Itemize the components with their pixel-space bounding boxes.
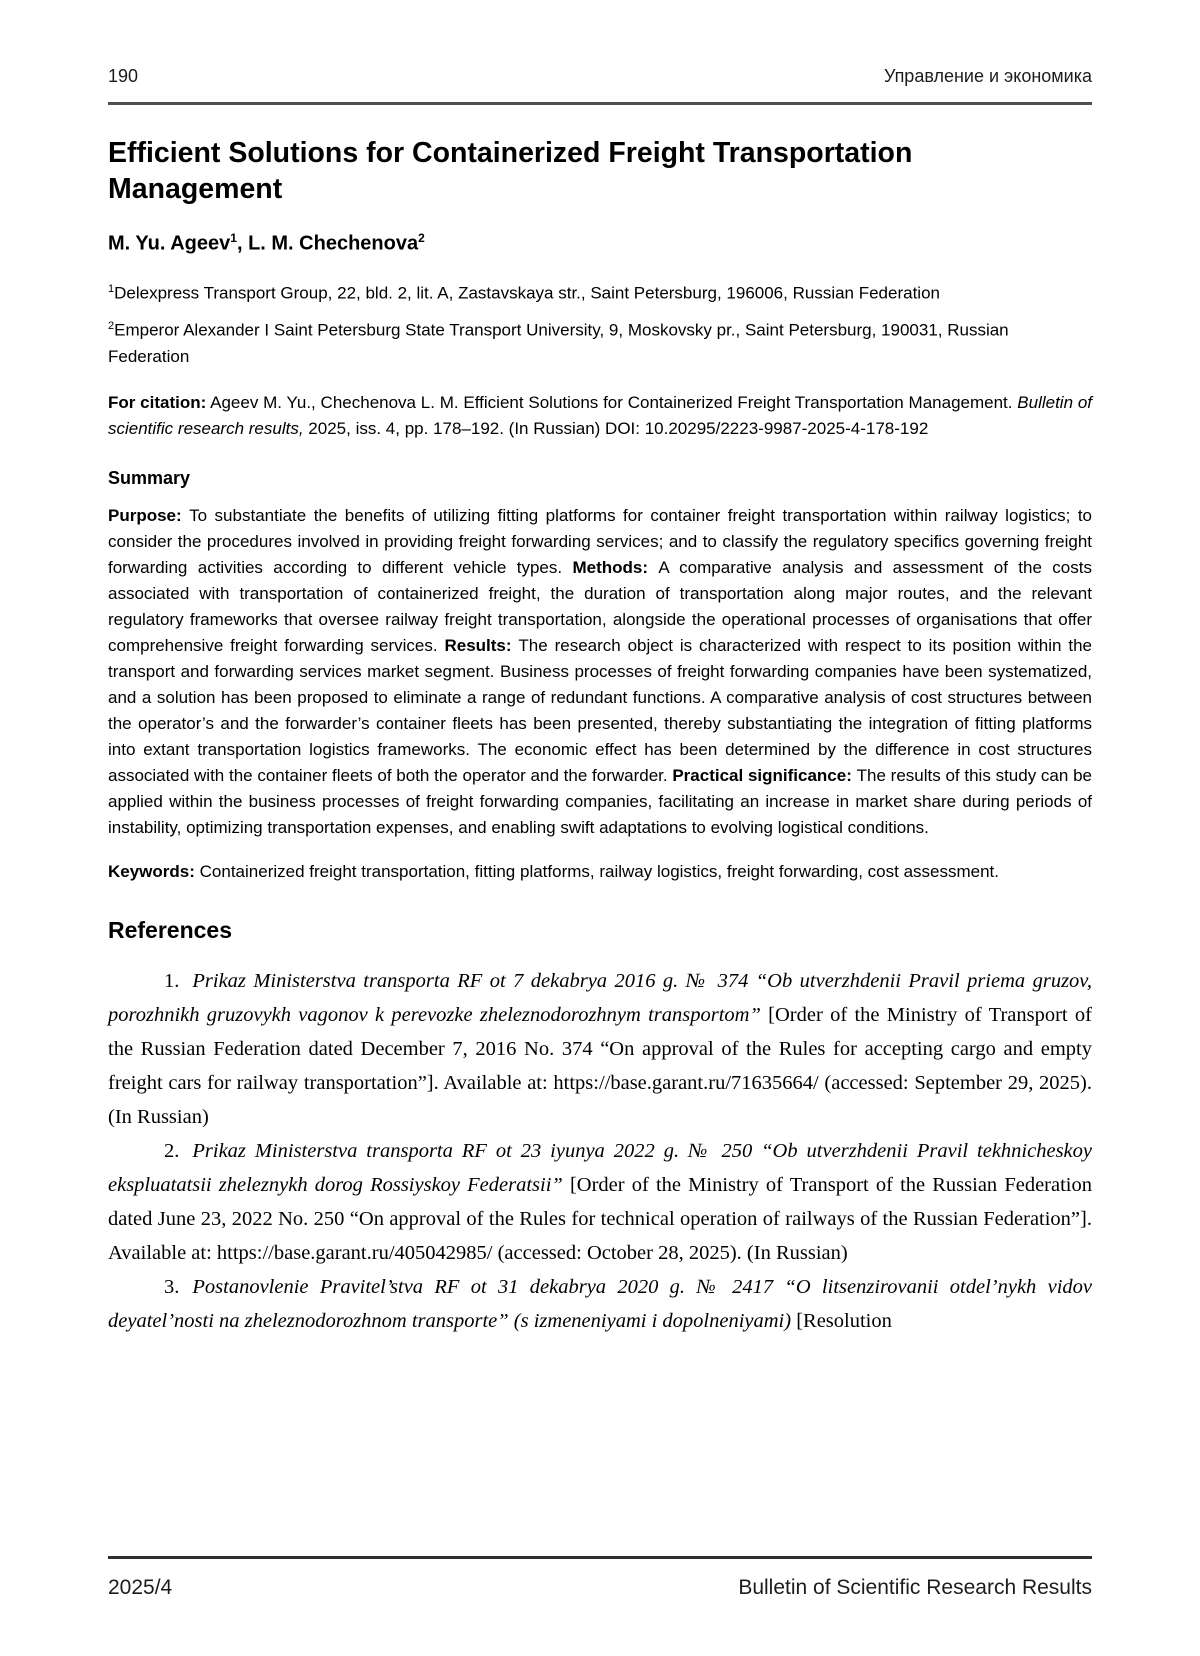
reference-text: [Order of the Ministry of Transport of the Russian Federation dated December 7, 2016 No. 374 “On approval of the Rules for accepting cargo and empty freight cars for railway transportation”]. Available at: https://base.garant.ru/71635664/ (accessed: September 29, 2025). (In Russian): [108, 1003, 1092, 1128]
keywords-label: Keywords:: [108, 861, 195, 881]
abstract-results-label: Results:: [444, 635, 519, 655]
page-footer: [108, 1556, 1092, 1600]
affiliation-text: Emperor Alexander I Saint Petersburg State Transport University, 9, Moskovsky pr., Saint Petersburg, 190031, Russian Federation: [108, 320, 1009, 366]
citation-journal: Bulletin of scientific research results,: [108, 392, 1092, 438]
author-name: M. Yu. Ageev: [108, 232, 231, 255]
reference-number: 3.: [164, 1275, 180, 1298]
summary-heading: Summary: [108, 467, 191, 488]
footer-row: [108, 1576, 1092, 1600]
keywords-paragraph: [108, 859, 1092, 885]
footer-issue: 2025/4: [108, 1576, 173, 1599]
abstract-text: A comparative analysis and assessment of the costs associated with transportation of containerized freight, the duration of transportation along major routes, and the relevant regulatory frameworks that oversee railway freight transportation, alongside the operational processes of organisations that offer comprehensive freight forwarding services.: [108, 557, 1092, 655]
running-head-section: Управление и экономика: [883, 66, 1092, 86]
affiliation-marker: 1: [108, 282, 115, 295]
citation-paragraph: [108, 390, 1092, 442]
abstract-paragraph: [108, 503, 1092, 841]
reference-text: [Resolution: [791, 1309, 892, 1332]
citation-text: Ageev M. Yu., Chechenova L. M. Efficient Solutions for Containerized Freight Transportation Management.: [206, 392, 1018, 412]
reference-title-translit: Prikaz Ministerstva transporta RF ot 23 iyunya 2022 g. № 250 “Ob utverzhdenii Pravil tekhnicheskoy ekspluatatsii zheleznykh dorog Rossiyskoy Federatsii”: [108, 1139, 1092, 1196]
affiliation-text: Delexpress Transport Group, 22, bld. 2, lit. A, Zastavskaya str., Saint Petersburg, 196006, Russian Federation: [114, 283, 940, 303]
abstract-purpose-label: Purpose:: [108, 505, 190, 525]
author-affiliation-marker: 1: [230, 231, 237, 245]
author-affiliation-marker: 2: [418, 231, 425, 245]
abstract-text: The results of this study can be applied within the business processes of freight forwarding companies, facilitating an increase in market share during periods of instability, optimizing transportation expenses, and enabling swift adaptations to evolving logistical conditions.: [108, 765, 1092, 837]
abstract-text: The research object is characterized with respect to its position within the transport and forwarding services market segment. Business processes of freight forwarding companies have been systematized, and a solution has been proposed to eliminate a range of redundant functions. A comparative analysis of cost structures between the operator’s and the forwarder’s container fleets has been presented, thereby substantiating the integration of fitting platforms into extant transportation logistics frameworks. The economic effect has been determined by the difference in cost structures associated with the container fleets of both the operator and the forwarder.: [108, 635, 1092, 785]
keywords-text: Containerized freight transportation, fitting platforms, railway logistics, freight forwarding, cost assessment.: [194, 861, 999, 881]
reference-title-translit: Postanovlenie Pravitel’stva RF ot 31 dekabrya 2020 g. № 2417 “O litsenzirovanii otdel’nykh vidov deyatel’nosti na zheleznodorozhnom transporte” (s izmeneniyami i dopolneniyami): [108, 1275, 1092, 1332]
citation-text: 2025, iss. 4, pp. 178–192. (In Russian) DOI: 10.20295/2223-9987-2025-4-178-192: [303, 418, 929, 438]
references-heading: References: [108, 916, 233, 943]
footer-rule: [108, 1556, 1092, 1559]
citation-label: For citation:: [108, 392, 207, 412]
abstract-methods-label: Methods:: [572, 557, 659, 577]
authors-line: [108, 231, 1092, 256]
affiliation-marker: 2: [108, 320, 115, 333]
page-number: 190: [108, 66, 139, 86]
author-name: , L. M. Chechenova: [236, 232, 419, 255]
reference-text: [Order of the Ministry of Transport of the Russian Federation dated June 23, 2022 No. 250 “On approval of the Rules for technical operation of railways of the Russian Federation”]. Available at: https://base.garant.ru/405042985/ (accessed: October 28, 2025). (In Russian): [108, 1173, 1092, 1264]
running-head: [108, 66, 1092, 87]
affiliations: [108, 276, 1092, 370]
references-list: [108, 964, 1092, 1338]
reference-title-translit: Prikaz Ministerstva transporta RF ot 7 dekabrya 2016 g. № 374 “Ob utverzhdenii Pravil priema gruzov, porozhnikh gruzovykh vagonov k perevozke zheleznodorozhnym transportom”: [108, 969, 1092, 1026]
reference-item: [108, 1134, 1092, 1270]
article-title: Efficient Solutions for Containerized Freight Transportation Management: [108, 137, 913, 205]
reference-number: 1.: [164, 969, 180, 992]
affiliation-item: [108, 276, 1092, 307]
affiliation-item: [108, 313, 1092, 370]
reference-number: 2.: [164, 1139, 180, 1162]
reference-item: [108, 964, 1092, 1134]
abstract-text: To substantiate the benefits of utilizing fitting platforms for container freight transportation within railway logistics; to consider the procedures involved in providing freight forwarding services; and to classify the regulatory specifics governing freight forwarding activities according to different vehicle types.: [108, 505, 1092, 577]
abstract-significance-label: Practical significance:: [672, 765, 857, 785]
header-rule: [108, 102, 1092, 105]
reference-item: [108, 1270, 1092, 1338]
footer-journal-title: Bulletin of Scientific Research Results: [738, 1576, 1092, 1599]
